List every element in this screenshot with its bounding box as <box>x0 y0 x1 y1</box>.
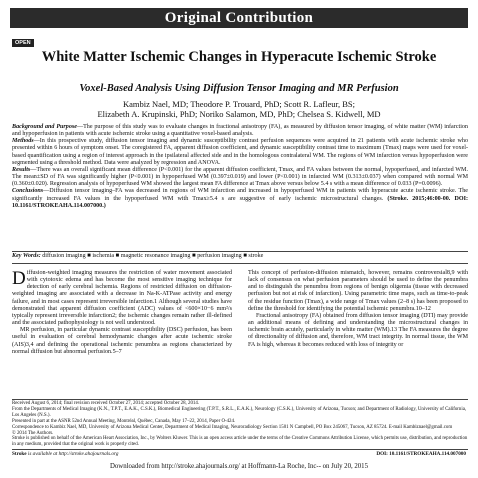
methods-label: Methods <box>12 138 34 145</box>
note-affiliations: From the Departments of Medical Imaging (K.N., T.P.T., E.A.K., C.S.K.), Biomedical Engineering (T.P.T., S.R.L., E.A.K.), Neurology (C.S.K.), University of Arizona, Tucson; and Department of Radiology, University of California, Los Angeles (N.S.). <box>12 406 467 418</box>
abstract-methods <box>12 138 468 167</box>
download-notice: Downloaded from http://stroke.ahajournals.org/ at Hoffmann-La Roche, Inc-- on July 20, 2015 <box>110 463 368 470</box>
abstract <box>12 124 468 210</box>
abstract-results <box>12 167 468 188</box>
citation: (Stroke. 2015;46:00-00. DOI: 10.1161/STROKEAHA.114.007000.) <box>12 195 468 209</box>
note-license: Stroke is published on behalf of the American Heart Association, Inc., by Wolters Kluwer. This is an open access article under the terms of the Creative Commons Attribution License, which permits use, distribution, and reproduction in any medium, provided that the original work is properly cited. <box>12 436 468 448</box>
left-paragraph-2: MR perfusion, in particular dynamic contrast susceptibility (DSC) perfusion, has been useful in evaluation of cerebral hemodynamic changes after acute ischemic stroke (AIS)3,4 and defining the operational ischemic penumbra as regions characterized by normal diffusion but abnormal perfusion.5–7 <box>12 327 232 355</box>
footer-divider <box>12 449 468 450</box>
keywords-text: diffusion imaging ■ ischemia ■ magnetic resonance imaging ■ perfusion imaging ■ stroke <box>42 253 264 259</box>
background-text: —The purpose of this study was to evaluate changes in fractional anisotropy (FA), as measured by diffusion tensor imaging, of white matter (WM) infarction and hypoperfusion in patients with acute ischemic stroke using a quantitative voxel-based analysis. <box>12 124 468 138</box>
open-access-badge: OPEN <box>12 39 34 47</box>
conclusions-text: —Diffusion tensor imaging–FA was decreased in regions of WM infarction and increased in hypoperfused WM in patients with hyperacute acute ischemic stroke. The significantly increased FA values in the hypoperfused WM with Tmax≥5.4 s are suggestive of early ischemic microstructural changes. <box>12 188 468 202</box>
keywords <box>12 253 468 260</box>
divider-top <box>12 251 468 252</box>
notes-divider <box>12 399 468 400</box>
methods-text: —In this prospective study, diffusion tensor imaging and dynamic susceptibility contrast perfusion sequences were acquired in 21 patients with acute ischemic stroke who presented within 6 hours of symptom onset. The coregistered FA, apparent diffusion coefficient, and dynamic susceptibility contrast time to maximum (Tmax) maps were used for voxel-based quantification using a region of interest approach in the ipsilateral affected side and in the homologous contralateral WM. The regions of WM infarction versus hypoperfusion were segmented using a threshold method. Data were analyzed by regression and ANOVA. <box>12 138 468 166</box>
author-list <box>20 99 458 119</box>
results-label: Results <box>12 166 31 173</box>
authors-line-1: Kambiz Nael, MD; Theodore P. Trouard, PhD; Scott R. Lafleur, BS; <box>122 99 356 109</box>
left-paragraph-1-text: iffusion-weighted imaging measures the restriction of water movement associated with cytotoxic edema and has become the most sensitive imaging technique for detection of early cerebral ischemia. Regions of restricted diffusion on diffusion-weighted imaging are associated with a decrease in Na-K-ATPase activity and energy failure, and in most cases represent irreversible infarction.1 Although several studies have demonstrated that apparent diffusion coefficient (ADC) values of <600×10−6 mm²/s typically represent irreversible infarction2; the ischemic changes remain rather ill-defined and the associated pathophysiology is not well understood. <box>12 270 232 327</box>
conclusions-label: Conclusions <box>12 188 44 195</box>
authors-line-2: Elizabeth A. Krupinski, PhD; Noriko Salamon, MD, PhD; Chelsea S. Kidwell, MD <box>97 109 381 119</box>
journal-name: Stroke <box>12 451 27 457</box>
results-text: —There was an overall significant mean difference (P<0.001) for the apparent diffusion coefficient, Tmax, and FA values between the normal, hypoperfused, and infarcted WM. The mean±SD of FA was significantly higher (P<0.001) in hypoperfused WM (0.397±0.019) and lower (P<0.001) in infarcted WM (0.313±0.037) when compared with normal WM (0.360±0.020). Regression analysis of hypoperfused WM showed the largest mean FA difference at Tmax above versus below 5.4 s with a mean difference of 0.033 (P=0.0096). <box>12 166 468 188</box>
note-presented: Presented in part at the ASNR 52nd Annual Meeting, Montréal, Québec, Canada, May 17–22, 2014, Paper O-424. <box>12 418 236 424</box>
article-notes <box>12 401 468 448</box>
article-title: White Matter Ischemic Changes in Hyperacute Ischemic Stroke <box>41 49 437 65</box>
footer-doi[interactable]: DOI: 10.1161/STROKEAHA.114.007000 <box>376 451 466 457</box>
divider-bottom <box>12 263 468 264</box>
note-received: Received August 6, 2014; final revision received October 27, 2014; accepted October 28, 2014. <box>12 401 200 406</box>
section-banner: Original Contribution <box>10 8 468 28</box>
abstract-conclusions <box>12 188 468 209</box>
note-correspondence: Correspondence to Kambiz Nael, MD, University of Arizona Medical Center, Department of Medical Imaging, Neuroradiology Section 1501 N Campbell, PO Box 245067, Tucson, AZ 85724. E-mail Kambiznael@gmail.com <box>12 424 453 430</box>
journal-availability <box>12 451 118 457</box>
keywords-label: Key Words: <box>12 253 41 259</box>
background-label: Background and Purpose <box>12 124 77 130</box>
right-paragraph-2: Fractional anisotropy (FA) obtained from diffusion tensor imaging (DTI) may provide an additional means of defining and understanding the microstructural changes in ischemic brain acutely, particularly in white matter (WM).13 The FA measures the degree of directionality of diffusion and, therefore, WM tract integrity. In normal tissue, the WM FA is high, whereas it becomes reduced with loss of integrity or <box>248 312 468 348</box>
body-column-left <box>12 270 232 356</box>
abstract-background <box>12 124 468 138</box>
journal-url[interactable]: is available at http://stroke.ahajournals.org <box>26 451 119 457</box>
note-copyright: © 2014 The Authors. <box>12 430 54 436</box>
left-paragraph-1 <box>12 270 232 327</box>
body-column-right <box>248 270 468 349</box>
right-paragraph-1: This concept of perfusion-diffusion mismatch, however, remains controversial8,9 with lack of consensus on what perfusion parameters should be used to define the penumbra and to distinguish the penumbra from regions of benign oligemia (tissue with decreased perfusion but not at risk of infarction). Using parametric time maps, such as time-to-peak of the residue function (Tmax), a wide range of Tmax values (2–8 s) has been proposed to define the threshold for identifying the potential ischemic penumbra.10–12 <box>248 270 468 312</box>
article-subtitle: Voxel-Based Analysis Using Diffusion Tensor Imaging and MR Perfusion <box>79 83 399 94</box>
drop-cap: D <box>12 268 26 289</box>
